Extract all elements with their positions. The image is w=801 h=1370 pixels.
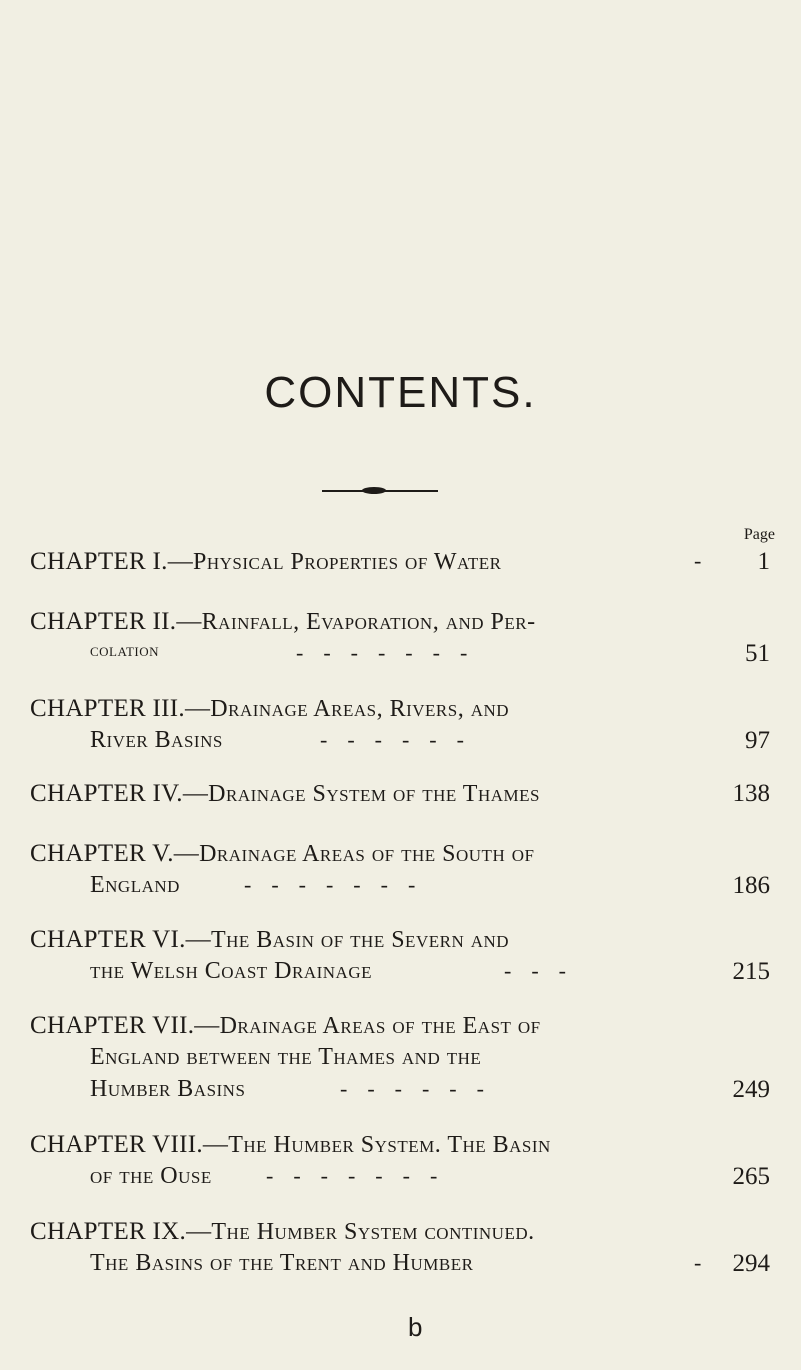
page-number: 97	[745, 727, 770, 754]
chapter-title-continued: Humber Basins	[90, 1076, 246, 1102]
chapter-label: CHAPTER IV.—	[30, 780, 209, 807]
chapter-title-continued: of the Ouse	[90, 1163, 212, 1189]
chapter-title-continued: River Basins	[90, 727, 223, 753]
page-number: 215	[732, 958, 770, 985]
chapter-label: CHAPTER III.—	[30, 695, 211, 722]
chapter-label: CHAPTER I.—	[30, 548, 194, 575]
chapter-title: Physical Properties of Water	[193, 549, 502, 575]
toc-entry: CHAPTER I.—Physical Properties of Water - 1	[30, 548, 770, 575]
page-number: 1	[757, 548, 770, 575]
chapter-title-continued: England between the Thames and the	[90, 1044, 482, 1070]
chapter-label: CHAPTER VI.—	[30, 926, 211, 953]
toc-entry: CHAPTER VI.—The Basin of the Severn and the Welsh Coast Drainage --- 215	[30, 926, 770, 985]
page-number: 265	[732, 1163, 770, 1190]
chapter-title-continued: the Welsh Coast Drainage	[90, 958, 372, 984]
chapter-label: CHAPTER VIII.—	[30, 1131, 229, 1158]
chapter-label: CHAPTER IX.—	[30, 1218, 212, 1245]
page-column-label: Page	[743, 526, 775, 543]
rule-ornament-icon	[362, 487, 386, 494]
toc-entry: CHAPTER V.—Drainage Areas of the South of England ------- 186	[30, 840, 770, 899]
chapter-title: Drainage Areas of the South of	[199, 841, 535, 867]
page-number: 138	[732, 780, 770, 807]
chapter-title: The Humber System continued.	[211, 1219, 535, 1245]
page-number: 51	[745, 640, 770, 667]
chapter-title-continued: The Basins of the Trent and Humber	[90, 1250, 474, 1276]
page-number: 294	[732, 1250, 770, 1277]
page-number: 249	[732, 1076, 770, 1103]
page-number: 186	[732, 872, 770, 899]
chapter-title: Drainage Areas, Rivers, and	[210, 696, 510, 722]
chapter-label: CHAPTER V.—	[30, 840, 200, 867]
chapter-title-continued: England	[90, 872, 180, 898]
page-title: CONTENTS.	[264, 368, 537, 417]
toc-entry: CHAPTER VIII.—The Humber System. The Basin of the Ouse ------- 265	[30, 1131, 770, 1190]
chapter-title: Drainage System of the Thames	[208, 781, 540, 807]
chapter-label: CHAPTER II.—	[30, 608, 202, 635]
chapter-title: The Humber System. The Basin	[228, 1132, 551, 1158]
signature-mark: b	[408, 1312, 423, 1342]
toc-entry	[30, 780, 770, 812]
chapter-title: The Basin of the Severn and	[210, 927, 510, 953]
chapter-title-continued: colation	[90, 640, 159, 661]
chapter-title: Rainfall, Evaporation, and Per-	[201, 609, 536, 635]
chapter-title: Drainage Areas of the East of	[219, 1013, 541, 1039]
toc-entry: CHAPTER III.—Drainage Areas, Rivers, and River Basins ------ 97	[30, 695, 770, 754]
toc-entry: CHAPTER IX.—The Humber System continued. The Basins of the Trent and Humber - 294	[30, 1218, 770, 1277]
toc-entry: CHAPTER VII.—Drainage Areas of the East of England between the Thames and the Humber Basins ------ 249	[30, 1012, 770, 1103]
chapter-label: CHAPTER VII.—	[30, 1012, 220, 1039]
toc-entry: CHAPTER II.—Rainfall, Evaporation, and Per- colation ------- 51	[30, 608, 770, 667]
